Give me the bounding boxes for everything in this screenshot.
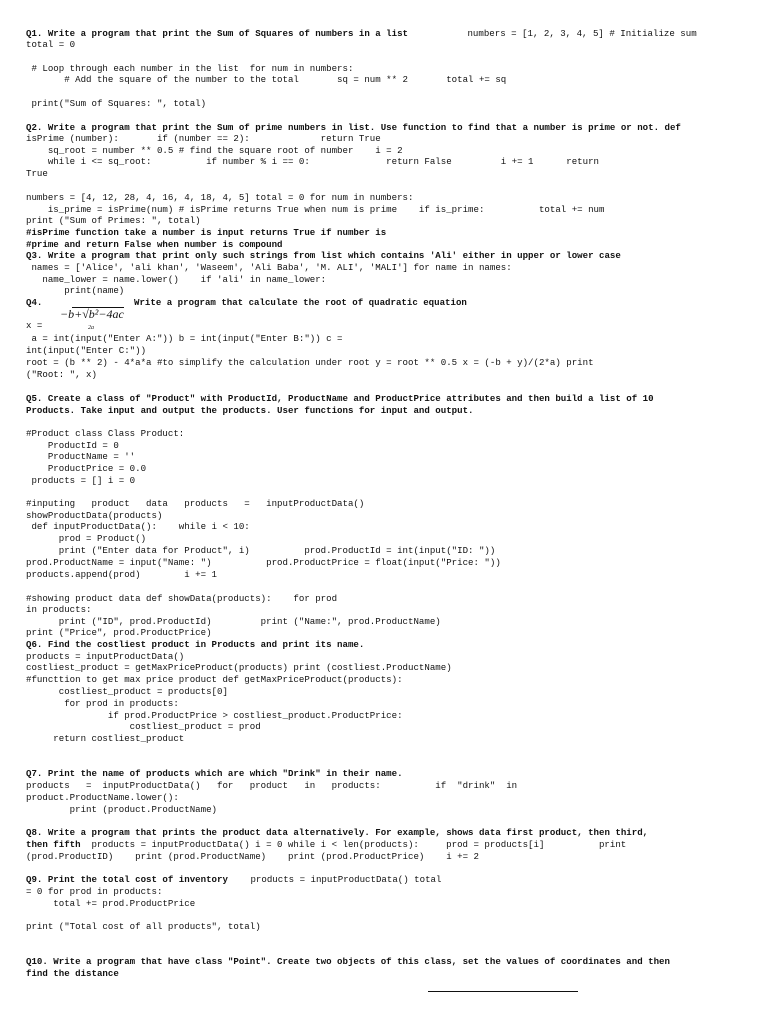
code-line: ProductId = 0 bbox=[26, 440, 119, 451]
q4-heading: Write a program that calculate the root of quadratic equation bbox=[134, 297, 467, 308]
code-line: x = bbox=[26, 320, 43, 331]
code-line: True bbox=[26, 168, 48, 179]
code-line: root = (b ** 2) - 4*a*a #to simplify the calculation under root y = root ** 0.5 x = (-b + y)/(2*a) print bbox=[26, 357, 594, 368]
q6-heading: Q6. Find the costliest product in Products and print its name. bbox=[26, 639, 365, 650]
code-line: ProductName = '' bbox=[26, 451, 136, 462]
code-line: while i <= sq_root: if number % i == 0: return False i += 1 return bbox=[26, 156, 599, 167]
code-line: costliest_product = products[0] bbox=[26, 686, 228, 697]
code-line: name_lower = name.lower() if 'ali' in name_lower: bbox=[26, 274, 327, 285]
code-line: products.append(prod) i += 1 bbox=[26, 569, 217, 580]
code-line: products = inputProductData() i = 0 while i < len(products): prod = products[i] print bbox=[86, 839, 627, 850]
code-line: costliest_product = prod bbox=[26, 721, 261, 732]
code-line: prod.ProductName = input("Name: ") prod.ProductPrice = float(input("Price: ")) bbox=[26, 557, 501, 568]
code-line: = 0 for prod in products: bbox=[26, 886, 163, 897]
footer-rule bbox=[428, 991, 578, 992]
formula-numerator: −b+√b²−4ac bbox=[60, 307, 124, 321]
code-line: print (product.ProductName) bbox=[26, 804, 217, 815]
q4-label: Q4. bbox=[26, 297, 43, 308]
q9-heading: Q9. Print the total cost of inventory bbox=[26, 874, 228, 885]
code-line: print ("Sum of Primes: ", total) bbox=[26, 215, 201, 226]
code-line: products = [] i = 0 bbox=[26, 475, 136, 486]
code-line: products = inputProductData() total bbox=[245, 874, 442, 885]
q5-heading-cont: Products. Take input and output the products. User functions for input and output. bbox=[26, 405, 474, 416]
q3-heading: Q3. Write a program that print only such strings from list which contains 'Ali' either in upper or lower case bbox=[26, 250, 621, 261]
code-line: ("Root: ", x) bbox=[26, 369, 97, 380]
code-line: costliest_product = getMaxPriceProduct(products) print (costliest.ProductName) bbox=[26, 662, 452, 673]
code-line: return costliest_product bbox=[26, 733, 185, 744]
code-line: #functtion to get max price product def getMaxPriceProduct(products): bbox=[26, 674, 403, 685]
code-line: prod = Product() bbox=[26, 533, 147, 544]
q10-heading: Q10. Write a program that have class "Point". Create two objects of this class, set the values of coordinates and then bbox=[26, 956, 670, 967]
q2-heading: Q2. Write a program that print the Sum of prime numbers in list. Use function to find that a number is prime or not. def bbox=[26, 122, 681, 133]
code-line: numbers = [4, 12, 28, 4, 16, 4, 18, 4, 5] total = 0 for num in numbers: bbox=[26, 192, 414, 203]
code-line: total += prod.ProductPrice bbox=[26, 898, 196, 909]
code-line: numbers = [1, 2, 3, 4, 5] # Initialize sum bbox=[462, 28, 697, 39]
code-line: print("Sum of Squares: ", total) bbox=[26, 98, 207, 109]
q8-heading: Q8. Write a program that prints the product data alternatively. For example, shows data first product, then third, bbox=[26, 827, 649, 838]
code-line: products = inputProductData() for product in products: if "drink" in bbox=[26, 780, 518, 791]
code-line: for prod in products: bbox=[26, 698, 179, 709]
code-line: total = 0 bbox=[26, 39, 76, 50]
code-line: a = int(input("Enter A:")) b = int(input("Enter B:")) c = bbox=[26, 333, 343, 344]
formula-denominator: 2a bbox=[88, 325, 94, 331]
code-line: #inputing product data products = inputProductData() bbox=[26, 498, 365, 509]
code-line: def inputProductData(): while i < 10: bbox=[26, 521, 250, 532]
code-line: isPrime (number): if (number == 2): return True bbox=[26, 133, 381, 144]
code-line: if prod.ProductPrice > costliest_product.ProductPrice: bbox=[26, 710, 403, 721]
code-line: # Add the square of the number to the total sq = num ** 2 total += sq bbox=[26, 74, 507, 85]
q1-heading: Q1. Write a program that print the Sum of Squares of numbers in a list bbox=[26, 28, 408, 39]
q7-heading: Q7. Print the name of products which are which "Drink" in their name. bbox=[26, 768, 403, 779]
code-line: # Loop through each number in the list for num in numbers: bbox=[26, 63, 354, 74]
code-line: names = ['Alice', 'ali khan', 'Waseem', 'Ali Baba', 'M. ALI', 'MALI'] for name in names: bbox=[26, 262, 512, 273]
code-line: int(input("Enter C:")) bbox=[26, 345, 147, 356]
code-line: print ("Total cost of all products", total) bbox=[26, 921, 261, 932]
code-line: is_prime = isPrime(num) # isPrime returns True when num is prime if is_prime: total += num bbox=[26, 204, 605, 215]
code-line: print ("Price", prod.ProductPrice) bbox=[26, 627, 212, 638]
q10-heading-cont: find the distance bbox=[26, 968, 119, 979]
code-line: sq_root = number ** 0.5 # find the square root of number i = 2 bbox=[26, 145, 403, 156]
code-line: print ("ID", prod.ProductId) print ("Name:", prod.ProductName) bbox=[26, 616, 441, 627]
code-line: ProductPrice = 0.0 bbox=[26, 463, 147, 474]
code-line: in products: bbox=[26, 604, 92, 615]
code-line: #Product class Class Product: bbox=[26, 428, 185, 439]
code-line: #showing product data def showData(products): for prod bbox=[26, 593, 338, 604]
q5-heading: Q5. Create a class of "Product" with ProductId, ProductName and ProductPrice attributes and then build a list of 10 bbox=[26, 393, 654, 404]
code-line: (prod.ProductID) print (prod.ProductName) print (prod.ProductPrice) i += 2 bbox=[26, 851, 479, 862]
comment-line: #isPrime function take a number is input returns True if number is bbox=[26, 227, 387, 238]
q8-heading-cont: then fifth bbox=[26, 839, 81, 850]
comment-line: #prime and return False when number is compound bbox=[26, 239, 283, 250]
code-line: print(name) bbox=[26, 285, 125, 296]
code-line: showProductData(products) bbox=[26, 510, 163, 521]
code-line: product.ProductName.lower(): bbox=[26, 792, 179, 803]
code-line: print ("Enter data for Product", i) prod.ProductId = int(input("ID: ")) bbox=[26, 545, 496, 556]
code-line: products = inputProductData() bbox=[26, 651, 185, 662]
